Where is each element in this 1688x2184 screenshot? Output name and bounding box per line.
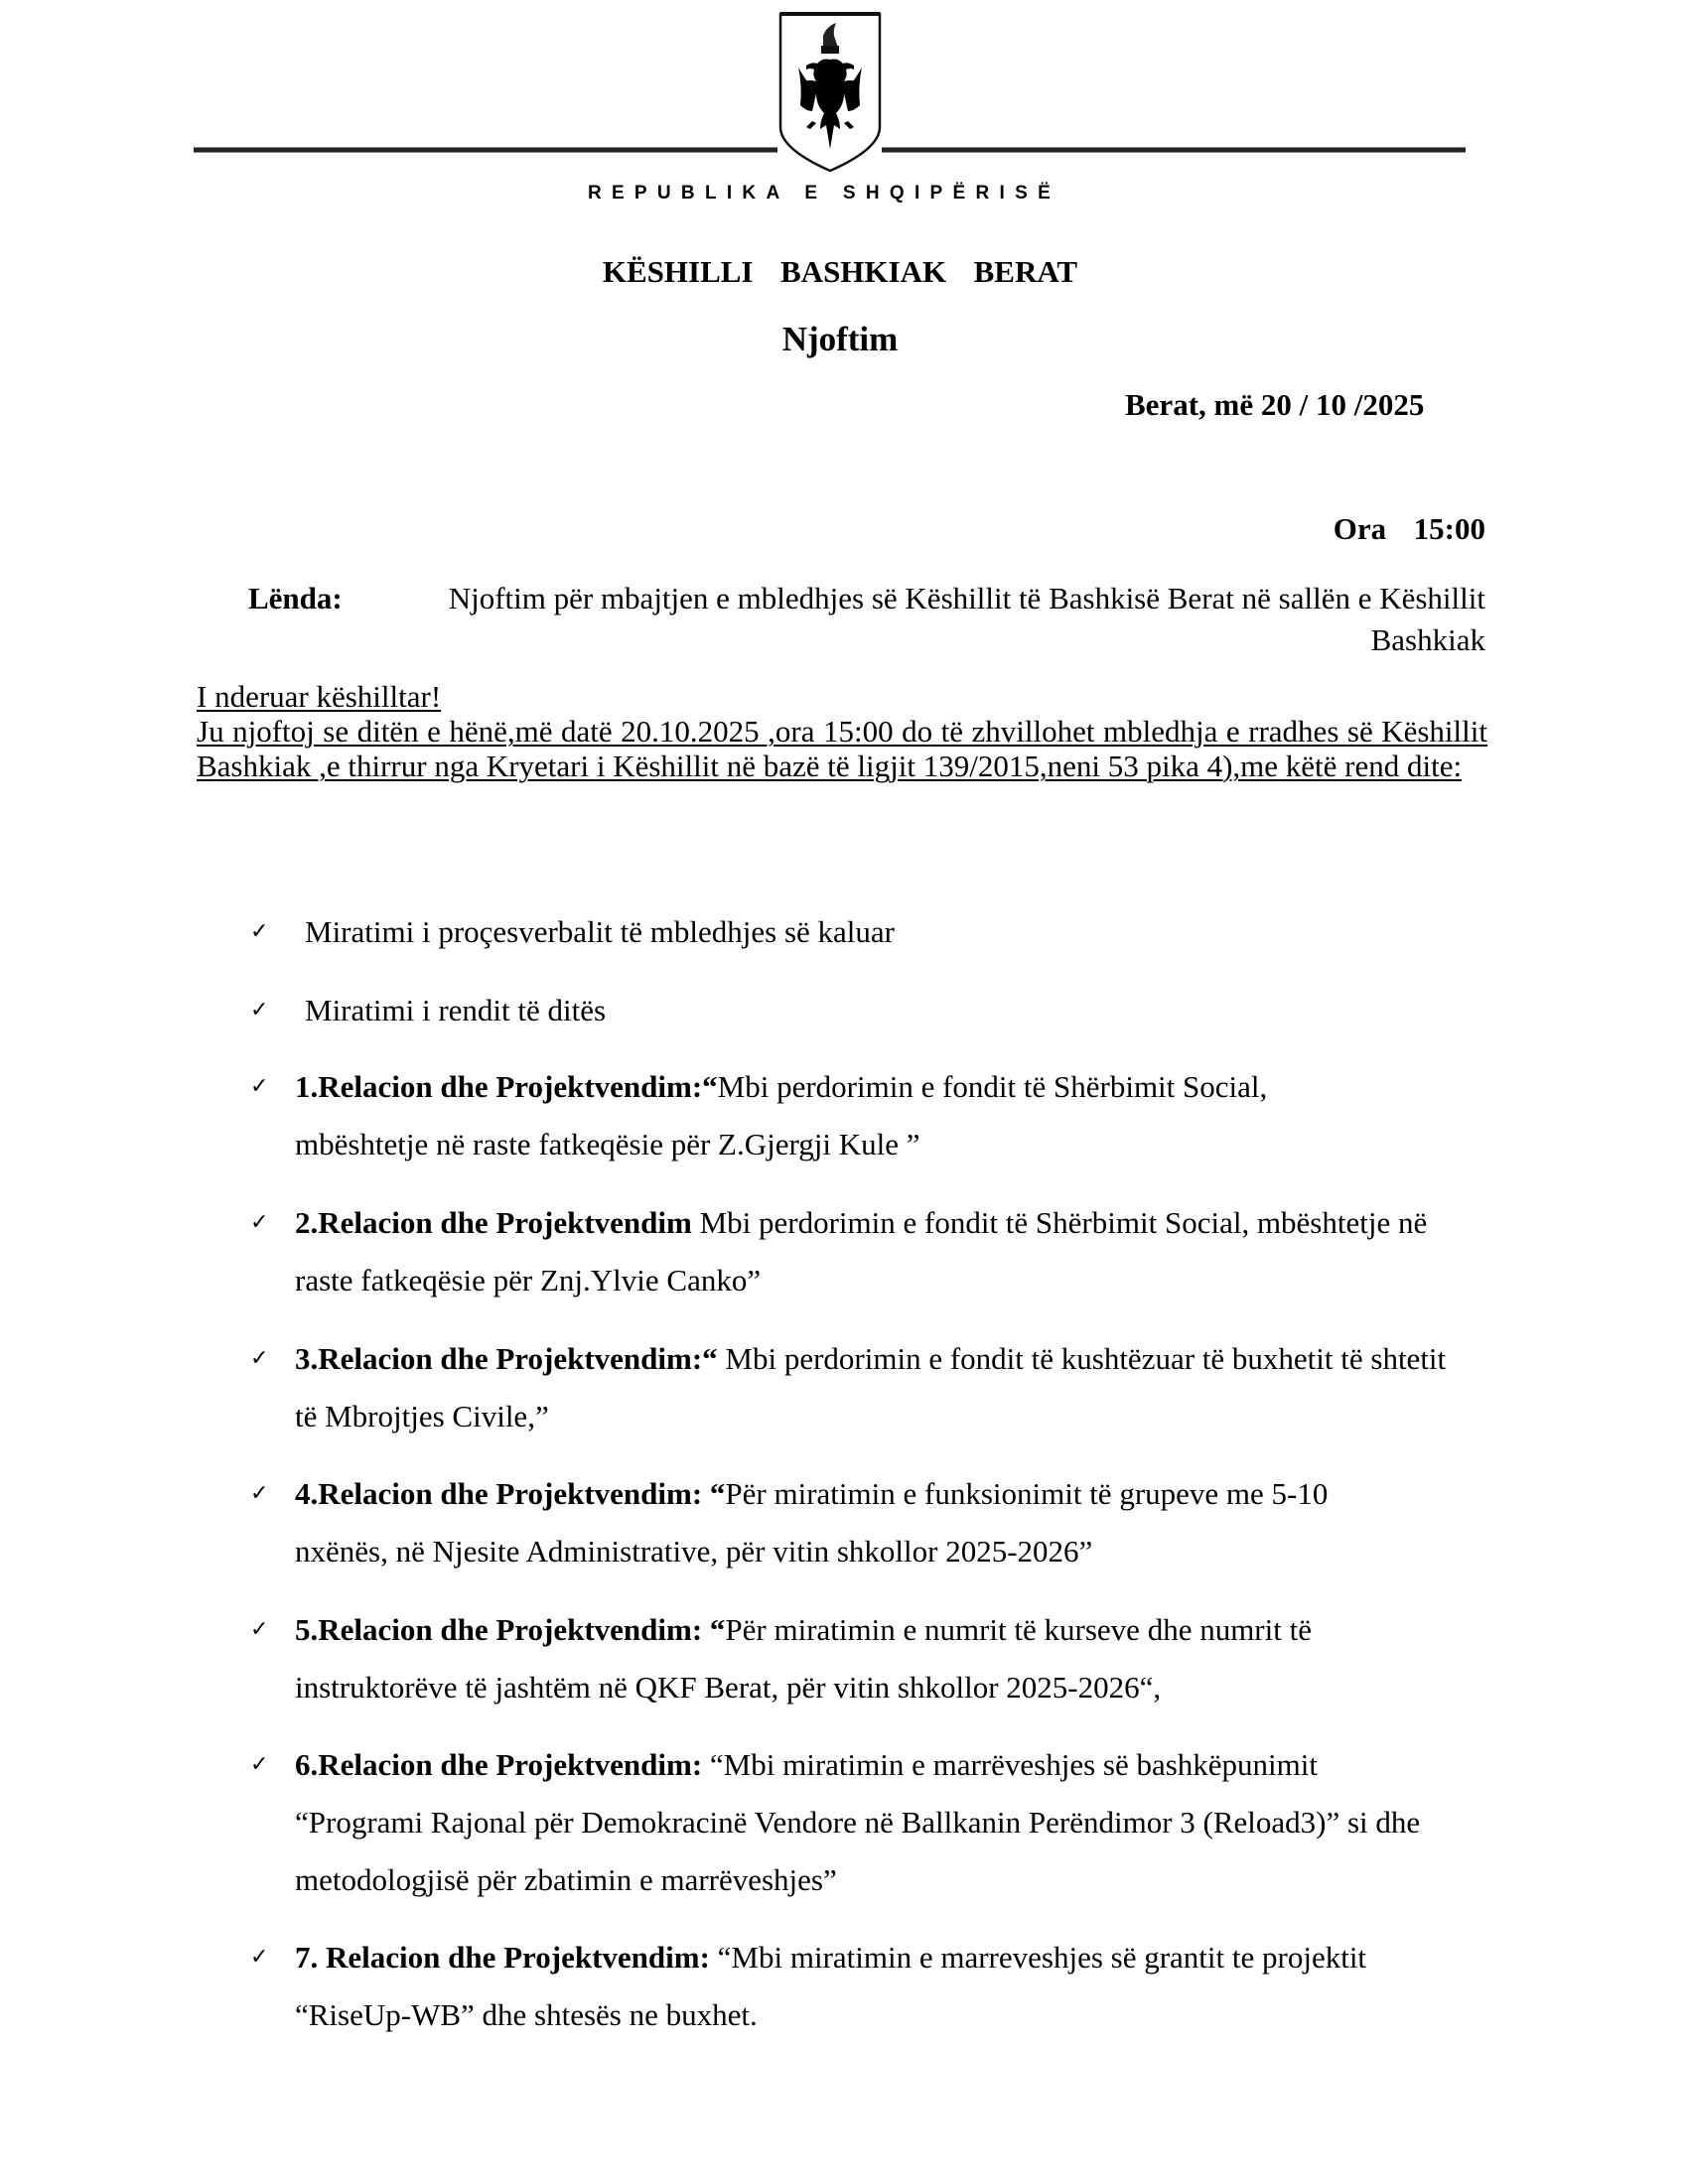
header-rule-right [882,147,1466,153]
agenda-item [250,903,1489,961]
albania-emblem-icon [776,10,884,175]
checkmark-icon: ✓ [250,1945,269,1970]
checkmark-icon: ✓ [250,1481,269,1506]
agenda-item [250,1736,1442,1909]
agenda-item-text: Mbi perdorimin e fondit të Shërbimit Social, mbështetje në raste fatkeqësie për Z.Gjergji Kule ” [295,1069,1268,1161]
council-name: KËSHILLI BASHKIAK BERAT [602,254,1078,289]
agenda-item [250,1601,1422,1716]
intro-body: Ju njoftoj se ditën e hënë,më datë 20.10.2025 ,ora 15:00 do të zhvillohet mbledhja e rradhes së Këshillit Bashkiak ,e thirrur nga Kryetari i Këshillit në bazë të ligjit 139/2015,neni 53 pika 4),me këtë rend dite: [197,714,1487,783]
checkmark-icon: ✓ [250,919,269,944]
agenda-item [250,1465,1422,1580]
agenda-item-heading: 3.Relacion dhe Projektvendim:“ [295,1341,718,1376]
checkmark-icon: ✓ [250,1752,269,1777]
agenda-item-text: “Mbi miratimin e marreveshjes së grantit te projektit “RiseUp-WB” dhe shtesës ne buxhet. [295,1940,1367,2032]
agenda-item-text: “Mbi miratimin e marrëveshjes së bashkëpunimit “Programi Rajonal për Demokracinë Vendore në Ballkanin Perëndimor 3 (Reload3)” si dhe metodologjisë për zbatimin e marrëveshjes” [295,1747,1421,1897]
checkmark-icon: ✓ [250,1617,269,1642]
subject-label: Lënda: [248,581,343,615]
agenda-item-text: Miratimi i proçesverbalit të mbledhjes së kaluar [305,914,895,949]
subject-line [248,578,1485,661]
agenda-item-heading: 7. Relacion dhe Projektvendim: [295,1940,710,1975]
checkmark-icon: ✓ [250,1346,269,1371]
checkmark-icon: ✓ [250,1074,269,1099]
agenda-item-heading: 5.Relacion dhe Projektvendim: “ [295,1612,726,1647]
header-rule-left [194,147,777,153]
document-date: Berat, më 20 / 10 /2025 [1125,387,1425,422]
agenda-item-heading: 6.Relacion dhe Projektvendim: [295,1747,703,1782]
checkmark-icon: ✓ [250,998,269,1023]
subject-text: Njoftim për mbajtjen e mbledhjes së Këshillit të Bashkisë Berat në sallën e Këshillit Bashkiak [448,581,1485,657]
agenda-item-heading: 2.Relacion dhe Projektvendim [295,1205,692,1240]
agenda-item [250,982,1489,1039]
agenda-item-text: Miratimi i rendit të ditës [305,993,607,1027]
agenda-item-heading: 1.Relacion dhe Projektvendim:“ [295,1069,718,1104]
agenda-item-heading: 4.Relacion dhe Projektvendim: “ [295,1476,726,1511]
republic-name: REPUBLIKA E SHQIPËRISË [587,183,1061,204]
checkmark-icon: ✓ [250,1210,269,1235]
page-title: Njoftim [781,320,899,358]
greeting: I nderuar këshilltar! [197,679,442,714]
intro-paragraph [197,679,1487,783]
meeting-time: Ora 15:00 [1333,511,1485,546]
agenda-item [250,1330,1452,1445]
agenda-item [250,1058,1342,1173]
agenda-item-text: Për miratimin e numrit të kurseve dhe numrit të instruktorëve të jashtëm në QKF Berat, për vitin shkollor 2025-2026“, [295,1612,1312,1705]
agenda-item-text: Mbi perdorimin e fondit të kushtëzuar të buxhetit të shtetit të Mbrojtjes Civile,” [295,1341,1447,1433]
agenda-item-text: Për miratimin e funksionimit të grupeve me 5-10 nxënës, në Njesite Administrative, për vitin shkollor 2025-2026” [295,1476,1329,1569]
agenda-item [250,1194,1489,1309]
agenda-item [250,1929,1462,2044]
agenda-item-text: Mbi perdorimin e fondit të Shërbimit Social, mbështetje në raste fatkeqësie për Znj.Ylvie Canko” [295,1205,1428,1297]
